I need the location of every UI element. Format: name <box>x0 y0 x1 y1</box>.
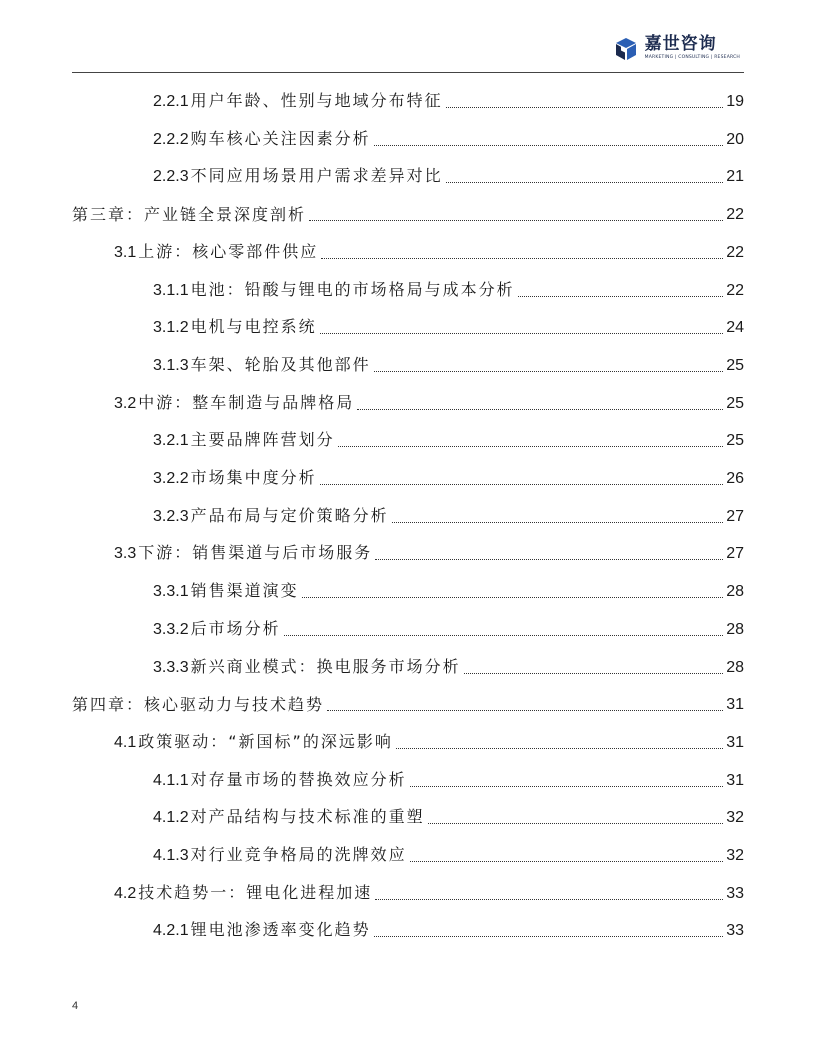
toc-entry-title: 产品布局与定价策略分析 <box>190 505 389 525</box>
toc-dot-leader <box>284 635 724 636</box>
toc-entry-label <box>114 393 354 414</box>
toc-entry-title: 电机与电控系统 <box>190 317 317 337</box>
toc-entry-page: 25 <box>726 356 744 374</box>
toc-entry-label <box>114 543 372 564</box>
toc-entry-title: 主要品牌阵营划分 <box>190 430 335 450</box>
toc-entry[interactable] <box>153 316 744 338</box>
toc-dot-leader <box>392 522 724 523</box>
toc-entry-page: 22 <box>726 243 744 261</box>
toc-entry[interactable] <box>72 203 744 225</box>
toc-entry-page: 28 <box>726 583 744 601</box>
toc-entry-title: 对存量市场的替换效应分析 <box>190 769 407 789</box>
toc-entry-title: 购车核心关注因素分析 <box>190 128 371 148</box>
toc-dot-leader <box>327 710 723 711</box>
toc-entry-page: 27 <box>726 545 744 563</box>
toc-entry-number: 3.3.3 <box>153 658 189 676</box>
toc-entry[interactable] <box>153 806 744 828</box>
toc-entry-label <box>153 355 371 376</box>
toc-entry-title: 对行业竞争格局的洗牌效应 <box>190 845 407 864</box>
toc-entry[interactable] <box>114 882 744 904</box>
toc-entry-label <box>153 920 371 941</box>
toc-entry-number: 3.1.1 <box>153 281 189 299</box>
toc-entry-page: 31 <box>726 696 744 714</box>
toc-dot-leader <box>446 182 724 183</box>
toc-dot-leader <box>321 258 723 259</box>
toc-entry[interactable] <box>153 354 744 376</box>
toc-entry[interactable] <box>153 656 744 678</box>
toc-entry-page: 22 <box>726 281 744 299</box>
toc-entry-label <box>153 506 389 527</box>
toc-entry-number: 3.2.3 <box>153 507 189 525</box>
toc-entry-label <box>114 883 372 904</box>
toc-entry[interactable] <box>153 844 744 866</box>
toc-entry[interactable] <box>153 618 744 640</box>
toc-dot-leader <box>374 145 724 146</box>
toc-dot-leader <box>410 861 724 862</box>
toc-entry-title: 后市场分析 <box>190 618 281 638</box>
toc-entry-number: 2.2.1 <box>153 93 189 110</box>
toc-entry-title: 上游：核心零部件供应 <box>138 241 319 261</box>
toc-entry-number: 4.1 <box>114 733 137 751</box>
toc-entry-label <box>153 845 407 866</box>
logo-name: 嘉世咨询 <box>644 34 717 54</box>
toc-entry-label <box>153 166 443 187</box>
toc-entry-number: 3.2 <box>114 394 137 412</box>
toc-entry-title: 技术趋势一：锂电化进程加速 <box>138 882 373 902</box>
toc-entry-page: 20 <box>726 130 744 148</box>
toc-dot-leader <box>320 484 724 485</box>
toc-entry-label <box>153 581 299 602</box>
toc-dot-leader <box>518 296 724 297</box>
toc-entry-number: 3.2.1 <box>153 432 189 450</box>
toc-entry[interactable] <box>72 693 744 715</box>
toc-dot-leader <box>396 748 723 749</box>
toc-entry-label <box>153 807 425 828</box>
toc-dot-leader <box>410 786 724 787</box>
toc-entry[interactable] <box>114 731 744 753</box>
toc-entry-page: 31 <box>726 771 744 789</box>
toc-entry[interactable] <box>153 467 744 489</box>
toc-entry-title: 锂电池渗透率变化趋势 <box>190 920 371 940</box>
toc-dot-leader <box>464 673 724 674</box>
toc-entry-number: 3.1.3 <box>153 356 189 374</box>
company-logo <box>613 34 740 62</box>
toc-entry-label <box>153 91 443 112</box>
toc-entry[interactable] <box>153 919 744 941</box>
toc-entry-title: 中游：整车制造与品牌格局 <box>138 392 355 412</box>
toc-dot-leader <box>357 409 723 410</box>
toc-entry[interactable] <box>153 580 744 602</box>
toc-entry[interactable] <box>153 128 744 150</box>
toc-dot-leader <box>446 107 724 108</box>
toc-dot-leader <box>302 597 724 598</box>
toc-entry-number: 3.3.1 <box>153 583 189 601</box>
toc-entry-title: 新兴商业模式：换电服务市场分析 <box>190 656 461 676</box>
toc-entry-page: 21 <box>726 168 744 186</box>
toc-entry-page: 33 <box>726 922 744 940</box>
toc-entry[interactable] <box>114 542 744 564</box>
toc-entry-page: 24 <box>726 319 744 337</box>
toc-dot-leader <box>374 936 724 937</box>
toc-entry-page: 27 <box>726 507 744 525</box>
toc-entry[interactable] <box>114 241 744 263</box>
toc-entry-title: 政策驱动：“新国标”的深远影响 <box>138 731 393 751</box>
toc-entry-number: 4.1.1 <box>153 771 189 789</box>
toc-dot-leader <box>320 333 724 334</box>
toc-entry-label <box>153 430 335 451</box>
toc-dot-leader <box>375 899 723 900</box>
toc-entry-page: 32 <box>726 847 744 864</box>
toc-entry-number: 2.2.2 <box>153 130 189 148</box>
toc-entry-page: 19 <box>726 93 744 110</box>
toc-entry-page: 25 <box>726 432 744 450</box>
toc-entry-number: 3.3 <box>114 545 137 563</box>
toc-entry-title: 不同应用场景用户需求差异对比 <box>190 166 443 186</box>
toc-entry-label <box>153 468 317 489</box>
toc-entry-label <box>114 732 393 753</box>
toc-entry-title: 下游：销售渠道与后市场服务 <box>138 543 373 563</box>
toc-entry-page: 28 <box>726 620 744 638</box>
toc-entry[interactable] <box>153 279 744 301</box>
toc-entry-title: 对产品结构与技术标准的重塑 <box>190 807 425 827</box>
toc-entry-label <box>153 280 515 301</box>
page-number: 4 <box>72 1000 79 1012</box>
toc-entry-page: 32 <box>726 809 744 827</box>
toc-entry-title: 第四章：核心驱动力与技术趋势 <box>72 695 325 715</box>
logo-cube-icon <box>613 36 639 62</box>
toc-dot-leader <box>428 823 724 824</box>
toc-entry-title: 市场集中度分析 <box>190 468 317 487</box>
toc-entry-number: 2.2.3 <box>153 168 189 186</box>
toc-entry-page: 28 <box>726 658 744 676</box>
logo-tagline: MARKETING | CONSULTING | RESEARCH <box>644 55 740 60</box>
toc-entry-number: 3.1 <box>114 243 137 261</box>
toc-entry[interactable] <box>153 505 744 527</box>
toc-entry[interactable] <box>153 769 744 791</box>
toc-dot-leader <box>309 220 723 221</box>
toc-entry-number: 4.2 <box>114 884 137 902</box>
toc-entry-number: 4.1.3 <box>153 847 189 864</box>
toc-entry-title: 电池：铅酸与锂电的市场格局与成本分析 <box>190 279 515 299</box>
toc-entry-page: 22 <box>726 206 744 224</box>
toc-entry-page: 31 <box>726 733 744 751</box>
page-header <box>72 26 744 73</box>
toc-entry-page: 25 <box>726 394 744 412</box>
toc-entry-page: 33 <box>726 884 744 902</box>
toc-entry-title: 销售渠道演变 <box>190 581 299 601</box>
toc-entry-number: 4.1.2 <box>153 809 189 827</box>
toc-entry-number: 3.2.2 <box>153 470 189 487</box>
toc-entry-title: 车架、轮胎及其他部件 <box>190 354 371 374</box>
toc-entry-label <box>114 242 318 263</box>
toc-dot-leader <box>374 371 724 372</box>
toc-entry-number: 3.3.2 <box>153 620 189 638</box>
toc-dot-leader <box>375 559 723 560</box>
toc-entry-label <box>153 129 371 150</box>
toc-entry[interactable] <box>153 165 744 187</box>
toc-entry[interactable] <box>153 90 744 112</box>
toc-entry-label <box>153 317 317 338</box>
toc-entry-number: 4.2.1 <box>153 922 189 940</box>
toc-entry[interactable] <box>153 429 744 451</box>
toc-entry-label <box>72 695 324 715</box>
toc-entry[interactable] <box>114 392 744 414</box>
toc-dot-leader <box>338 446 724 447</box>
toc-entry-page: 26 <box>726 470 744 487</box>
toc-entry-number: 3.1.2 <box>153 319 189 337</box>
toc-entry-title: 第三章：产业链全景深度剖析 <box>72 205 307 225</box>
toc-entry-label <box>153 770 407 791</box>
toc-entry-label <box>72 205 306 225</box>
toc-entry-label <box>153 619 281 640</box>
toc-entry-label <box>153 657 461 678</box>
toc-entry-title: 用户年龄、性别与地域分布特征 <box>190 91 443 110</box>
